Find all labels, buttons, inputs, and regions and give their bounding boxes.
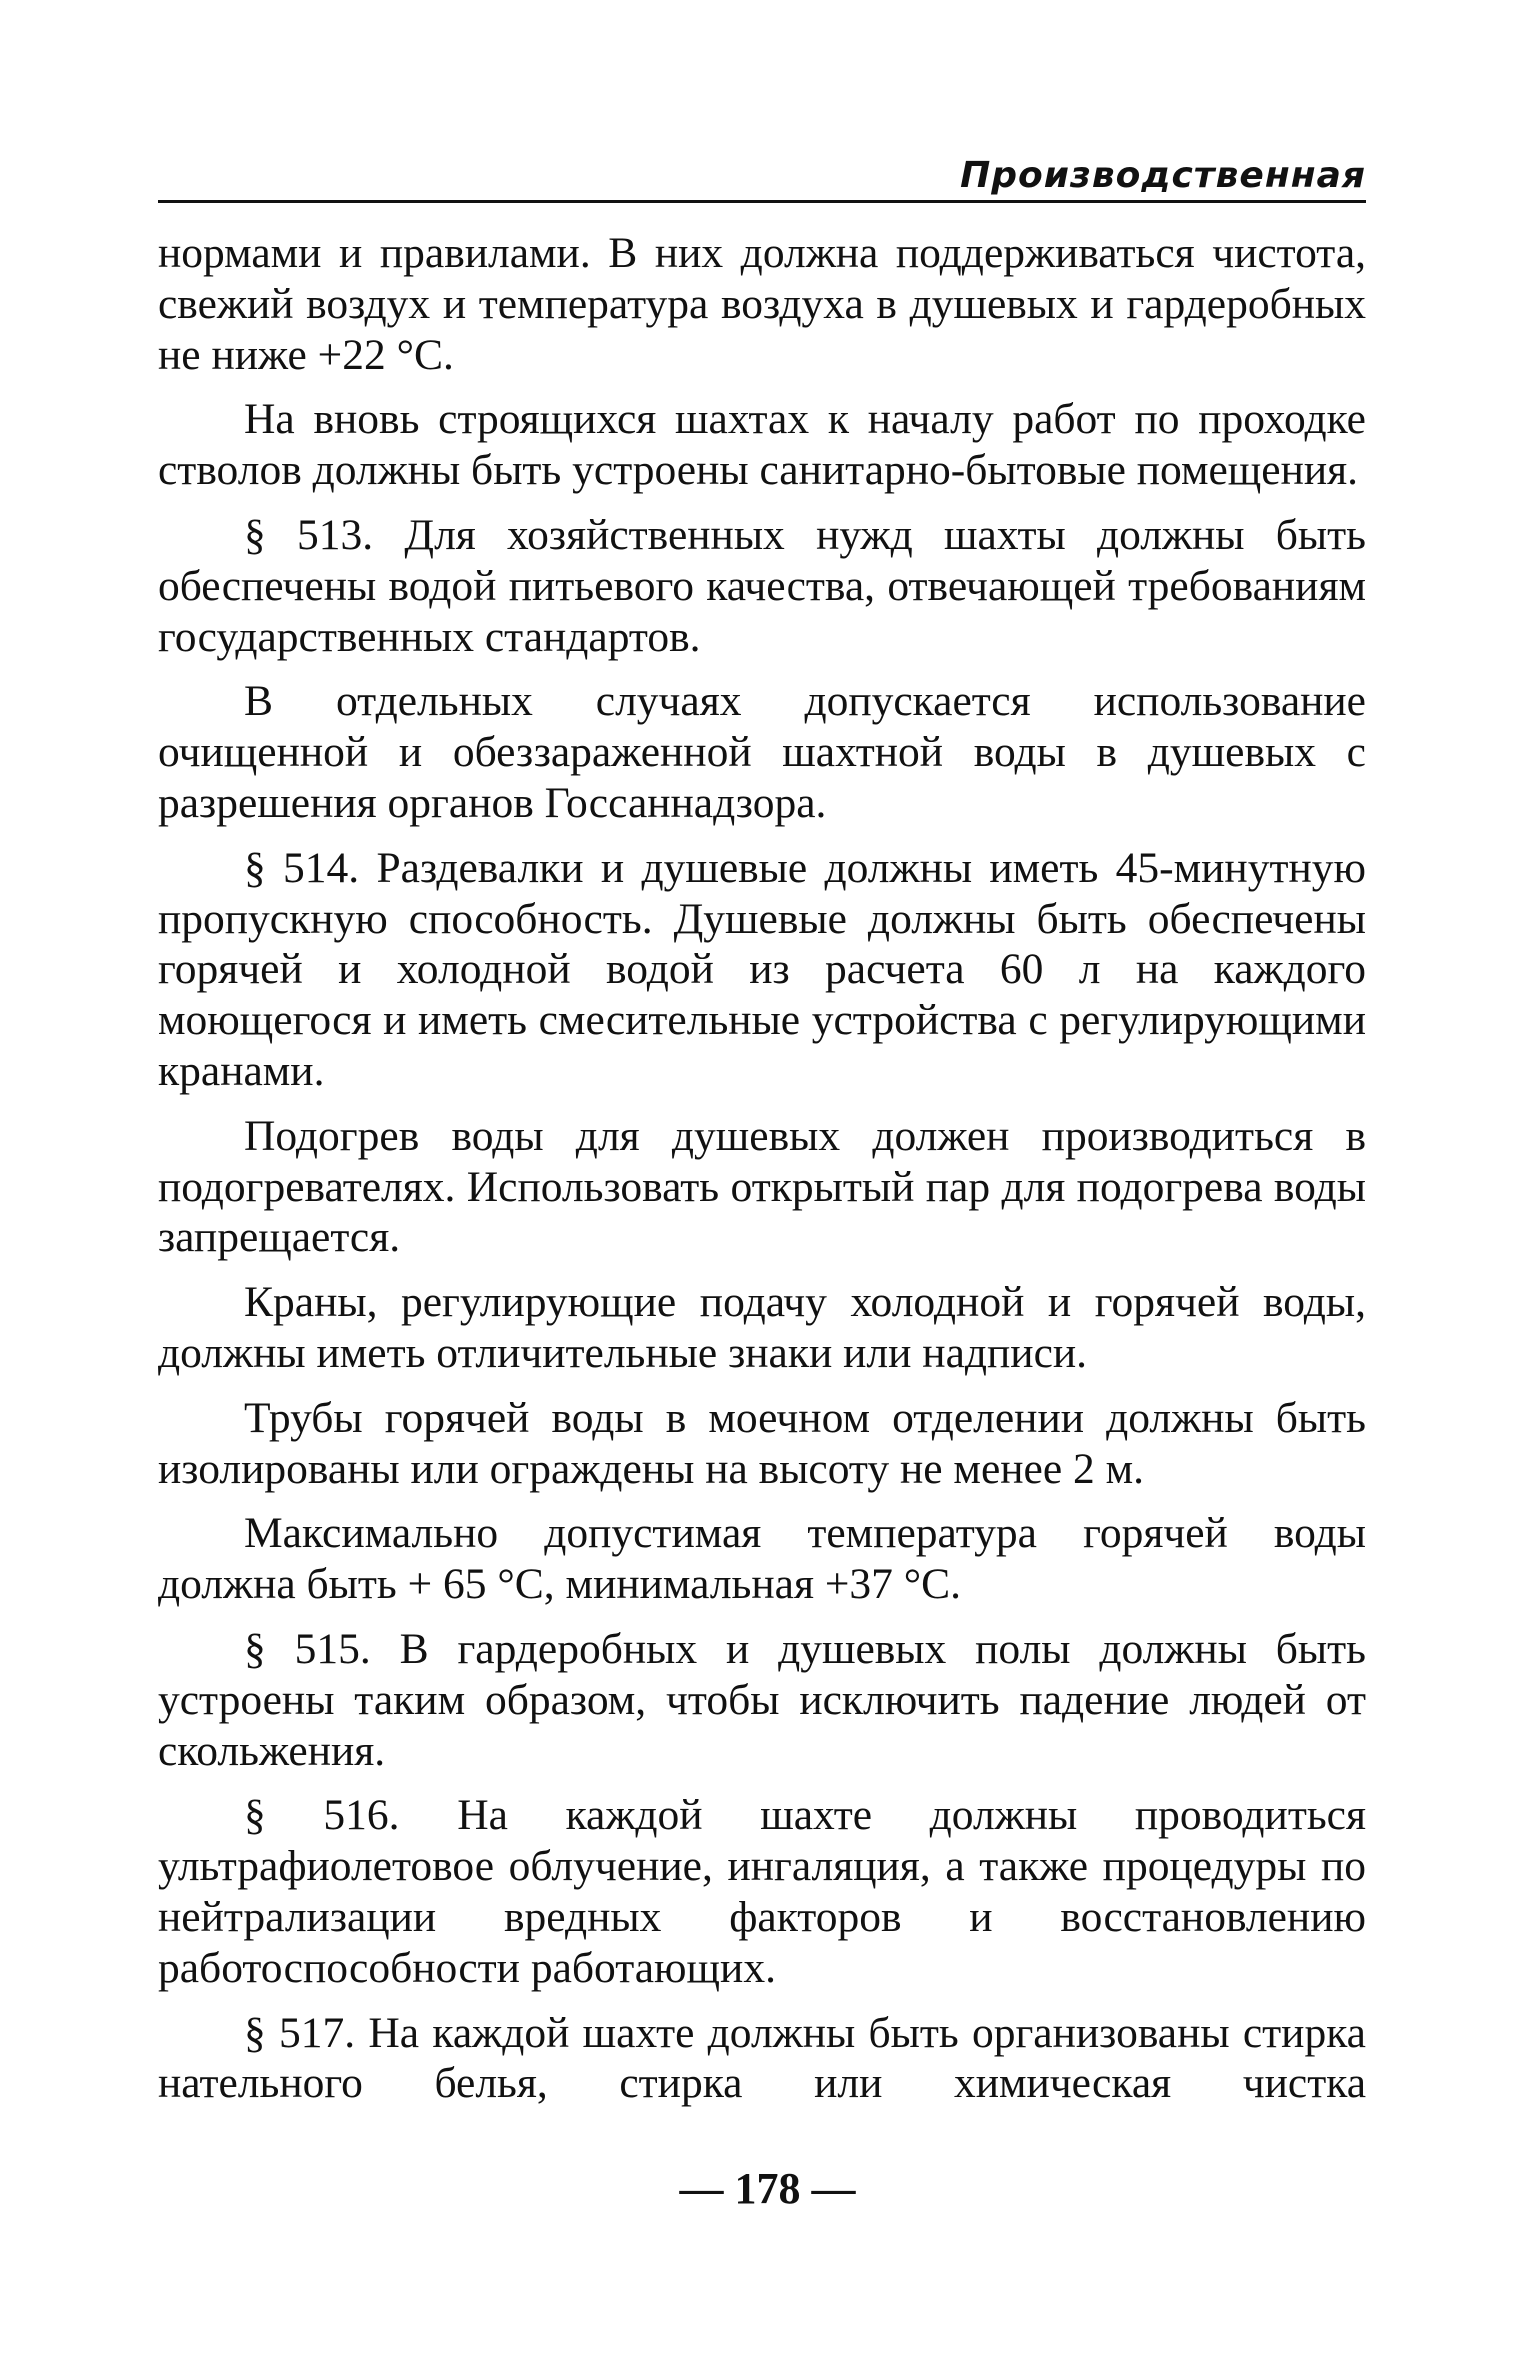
paragraph: На вновь строящихся шахтах к началу работ по проходке стволов должны быть устроены санитарно-бытовые помещения.	[158, 395, 1366, 495]
body-text	[158, 228, 1366, 2123]
paragraph: Подогрев воды для душевых должен производиться в подогревателях. Использовать открытый пар для подогрева воды запрещается.	[158, 1111, 1366, 1262]
paragraph: § 515. В гардеробных и душевых полы должны быть устроены таким образом, чтобы исключить падение людей от скольжения.	[158, 1624, 1366, 1775]
running-head-title: Производственная	[960, 155, 1366, 196]
page-number: — 178 —	[679, 2164, 856, 2213]
paragraph: § 514. Раздевалки и душевые должны иметь 45-минутную пропускную способность. Душевые должны быть обеспечены горячей и холодной водой из расчета 60 л на каждого моющегося и иметь смесительные устройства с регулирующими кранами.	[158, 843, 1366, 1095]
paragraph: Максимально допустимая температура горячей воды должна быть + 65 °С, минимальная +37 °С.	[158, 1509, 1366, 1609]
running-head	[158, 140, 1366, 203]
paragraph: В отдельных случаях допускается использование очищенной и обеззараженной шахтной воды в душевых с разрешения органов Госсаннадзора.	[158, 677, 1366, 827]
paragraph: нормами и правилами. В них должна поддерживаться чистота, свежий воздух и температура воздуха в душевых и гардеробных не ниже +22 °С.	[158, 229, 1366, 379]
paragraph: Трубы горячей воды в моечном отделении должны быть изолированы или ограждены на высоту не менее 2 м.	[158, 1393, 1366, 1493]
paragraph: § 517. На каждой шахте должны быть организованы стирка нательного белья, стирка или химическая чистка	[158, 2008, 1366, 2108]
paragraph: § 516. На каждой шахте должны проводиться ультрафиолетовое облучение, ингаляция, а также процедуры по нейтрализации вредных факторов и восстановлению работоспособности работающих.	[158, 1791, 1366, 1992]
paragraph: Краны, регулирующие подачу холодной и горячей воды, должны иметь отличительные знаки или надписи.	[158, 1278, 1366, 1377]
paragraph: § 513. Для хозяйственных нужд шахты должны быть обеспечены водой питьевого качества, отвечающей требованиям государственных стандартов.	[158, 510, 1366, 661]
